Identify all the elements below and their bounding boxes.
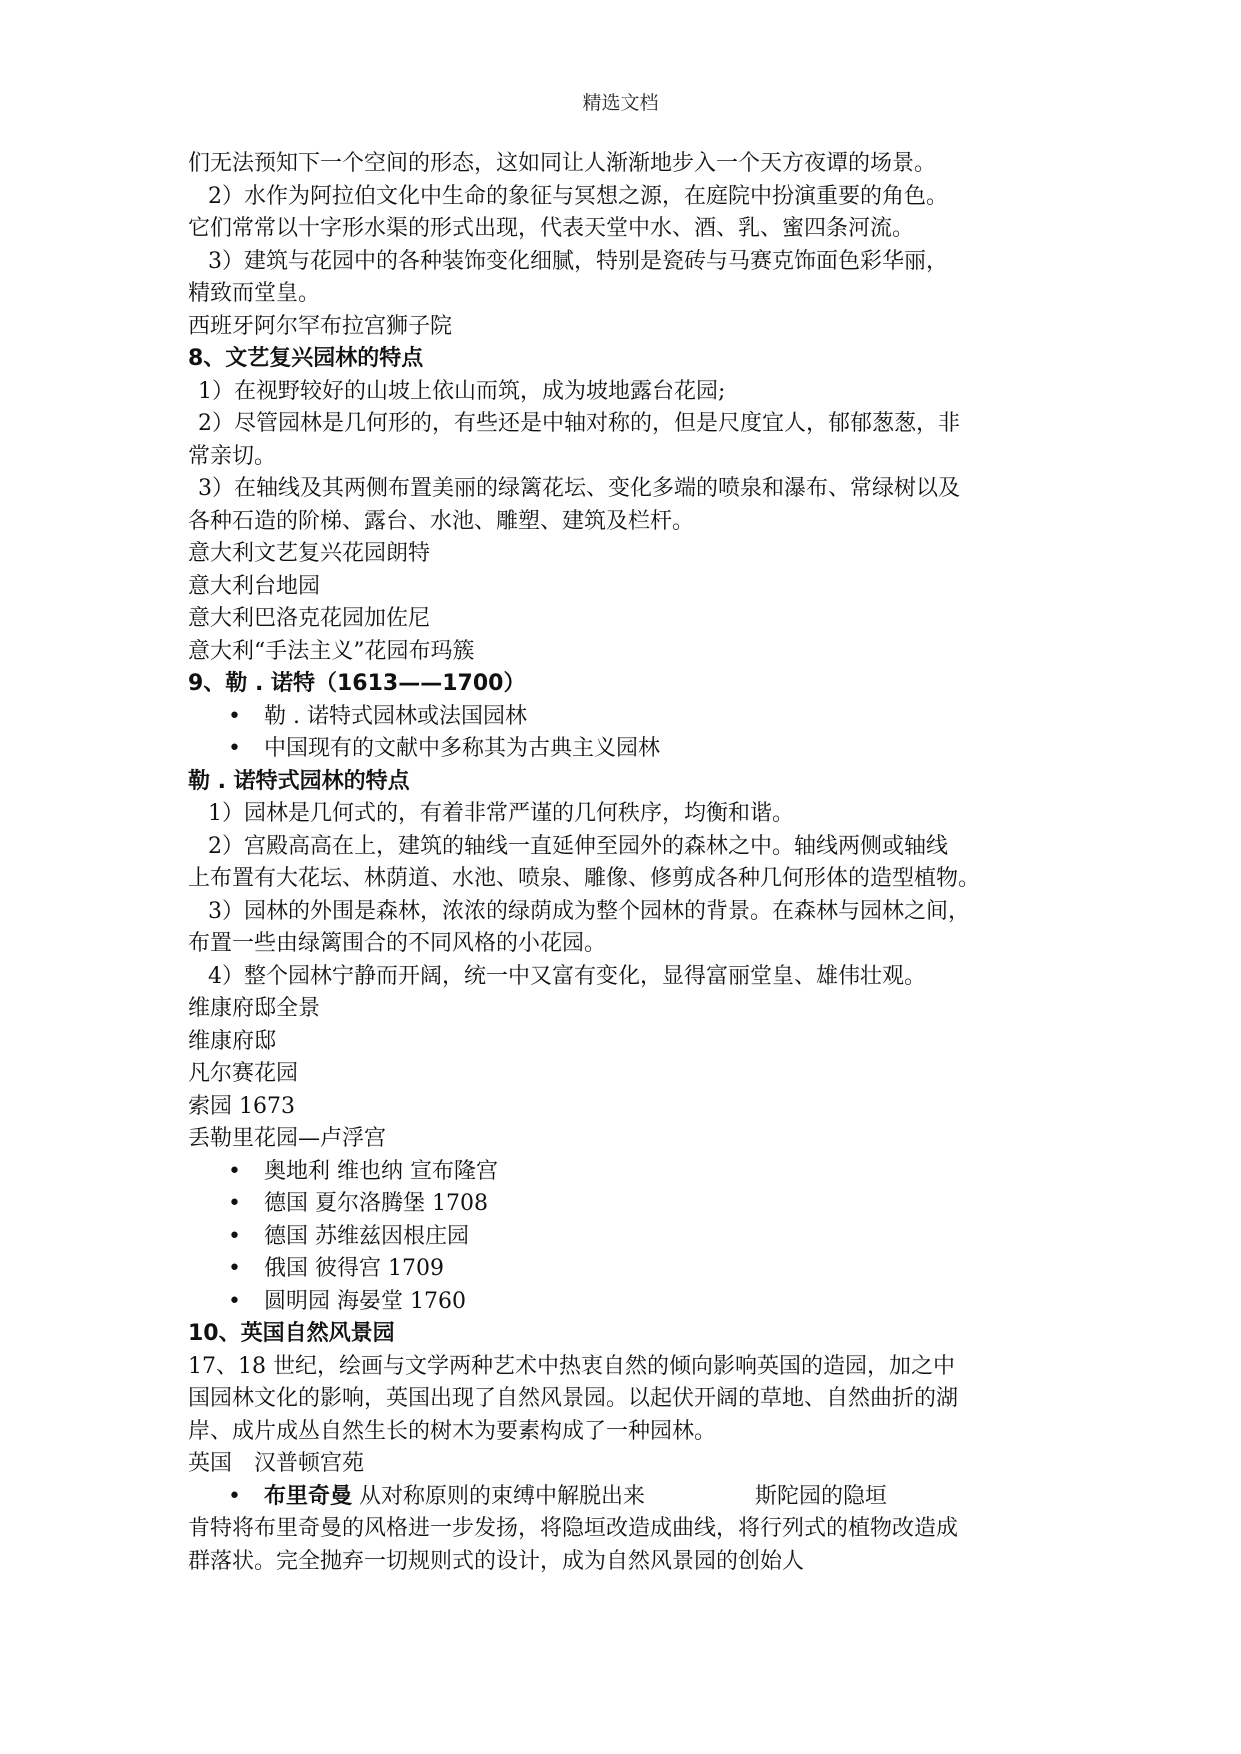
- page-header: 精选文档: [582, 92, 659, 114]
- section-heading: 8、文艺复兴园林的特点: [188, 346, 424, 371]
- text-line: 西班牙阿尔罕布拉宫狮子院: [188, 313, 453, 339]
- bullet-icon: •: [228, 1191, 241, 1216]
- section-heading: 勒 . 诺特式园林的特点: [188, 768, 410, 794]
- bullet-icon: •: [228, 1288, 241, 1314]
- bullet-text: 圆明园 海晏堂 1760: [264, 1288, 466, 1314]
- text-line: 各种石造的阶梯、露台、水池、雕塑、建筑及栏杆。: [188, 508, 695, 534]
- text-line: 索园 1673: [188, 1093, 295, 1119]
- text-line: 英国 汉普顿宫苑: [188, 1451, 365, 1476]
- text-line: 群落状。完全抛弃一切规则式的设计，成为自然风景园的创始人: [188, 1548, 805, 1574]
- bullet-icon: •: [228, 1223, 241, 1249]
- bullet-item: [188, 701, 1088, 734]
- bullet-icon: •: [228, 1256, 241, 1281]
- bullet-text: 奥地利 维也纳 宣布隆宫: [264, 1158, 498, 1184]
- bullet-bold-term: 布里奇曼: [264, 1483, 353, 1509]
- bullet-item: [188, 1156, 1088, 1189]
- text-line: 它们常常以十字形水渠的形式出现，代表天堂中水、酒、乳、蜜四条河流。: [188, 216, 915, 241]
- text-line: 3）在轴线及其两侧布置美丽的绿篱花坛、变化多端的喷泉和瀑布、常绿树以及: [198, 476, 960, 501]
- bullet-item: [188, 1481, 1088, 1514]
- text-line: 布置一些由绿篱围合的不同风格的小花园。: [188, 931, 607, 956]
- text-line: 丢勒里花园—卢浮宫: [188, 1126, 387, 1151]
- text-line: 维康府邸全景: [188, 996, 321, 1021]
- text-line: 精致而堂皇。: [188, 281, 321, 306]
- section-heading: 9、勒 . 诺特（1613——1700）: [188, 671, 526, 696]
- text-line: 3）园林的外围是森林，浓浓的绿荫成为整个园林的背景。在森林与园林之间，: [208, 898, 970, 924]
- bullet-item: [188, 1188, 1088, 1221]
- bullet-text: 德国 苏维兹因根庄园: [264, 1223, 469, 1249]
- text-line: 3）建筑与花园中的各种装饰变化细腻，特别是瓷砖与马赛克饰面色彩华丽，: [208, 248, 948, 274]
- bullet-item: [188, 1221, 1088, 1254]
- bullet-item: [188, 733, 1088, 766]
- text-line: 2）尽管园林是几何形的，有些还是中轴对称的，但是尺度宜人，郁郁葱葱，非: [198, 411, 960, 436]
- text-line: 2）宫殿高高在上，建筑的轴线一直延伸至园外的森林之中。轴线两侧或轴线: [208, 833, 948, 859]
- bullet-icon: •: [228, 736, 241, 761]
- text-line: 肯特将布里奇曼的风格进一步发扬，将隐垣改造成曲线，将行列式的植物改造成: [188, 1516, 959, 1541]
- text-line: 意大利“手法主义”花园布玛簇: [188, 638, 475, 664]
- text-line: 1）在视野较好的山坡上依山而筑，成为坡地露台花园;: [198, 378, 726, 404]
- bullet-text: 中国现有的文献中多称其为古典主义园林: [264, 736, 661, 761]
- section-heading: 10、英国自然风景园: [188, 1321, 395, 1346]
- bullet-icon: •: [228, 1158, 241, 1184]
- text-line: 上布置有大花坛、林荫道、水池、喷泉、雕像、修剪成各种几何形体的造型植物。: [188, 866, 981, 891]
- bullet-text: 勒 . 诺特式园林或法国园林: [264, 703, 527, 729]
- text-line: 维康府邸: [188, 1028, 277, 1054]
- text-line: 国园林文化的影响，英国出现了自然风景园。以起伏开阔的草地、自然曲折的湖: [188, 1386, 959, 1411]
- text-line: 意大利文艺复兴花园朗特: [188, 541, 431, 566]
- text-line: 意大利台地园: [188, 573, 321, 599]
- bullet-text: 德国 夏尔洛腾堡 1708: [264, 1191, 488, 1216]
- bullet-text: 从对称原则的束缚中解脱出来: [359, 1483, 646, 1509]
- text-line: 意大利巴洛克花园加佐尼: [188, 606, 431, 631]
- text-line: 2）水作为阿拉伯文化中生命的象征与冥想之源，在庭院中扮演重要的角色。: [208, 183, 948, 209]
- bullet-icon: •: [228, 1483, 241, 1509]
- text-line: 们无法预知下一个空间的形态，这如同让人渐渐地步入一个天方夜谭的场景。: [188, 151, 937, 176]
- text-line: 凡尔赛花园: [188, 1061, 299, 1086]
- text-line: 常亲切。: [188, 443, 277, 469]
- text-line: 岸、成片成丛自然生长的树木为要素构成了一种园林。: [188, 1418, 717, 1444]
- bullet-item: [188, 1253, 1088, 1286]
- text-line: 17、18 世纪，绘画与文学两种艺术中热衷自然的倾向影响英国的造园，加之中: [188, 1353, 955, 1379]
- text-line: 4）整个园林宁静而开阔，统一中又富有变化，显得富丽堂皇、雄伟壮观。: [208, 963, 926, 989]
- bullet-item: [188, 1286, 1088, 1319]
- text-line: 1）园林是几何式的，有着非常严谨的几何秩序，均衡和谐。: [208, 801, 794, 826]
- bullet-text: 俄国 彼得宫 1709: [264, 1256, 444, 1281]
- document-body: [188, 148, 1088, 1578]
- bullet-side-note: 斯陀园的隐垣: [755, 1483, 888, 1509]
- bullet-icon: •: [228, 703, 241, 729]
